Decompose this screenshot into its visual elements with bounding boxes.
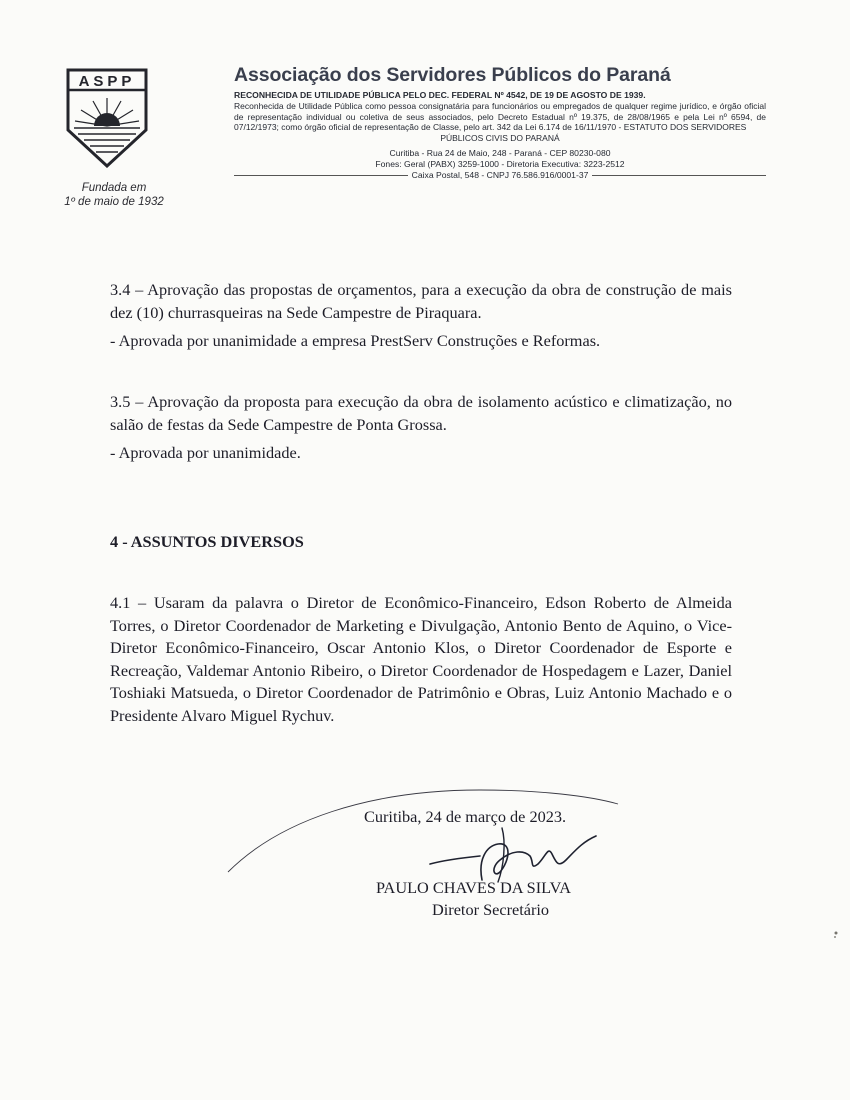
letterhead (234, 64, 766, 181)
item-3-4 (110, 279, 732, 353)
signer-name: PAULO CHAVES DA SILVA (376, 878, 571, 897)
postal-line (234, 170, 766, 181)
paper-speck (833, 930, 839, 940)
item-3-5 (110, 391, 732, 465)
rule-left (234, 175, 408, 176)
item-3-5-result: - Aprovada por unanimidade. (110, 443, 301, 463)
organization-name: Associação dos Servidores Públicos do Paraná (234, 64, 671, 86)
item-4-1 (110, 592, 732, 728)
signer-title: Diretor Secretário (432, 900, 550, 919)
recognition-description-end: PÚBLICOS CIVIS DO PARANÁ (440, 132, 560, 143)
address: Curitiba - Rua 24 de Maio, 248 - Paraná - CEP 80230-080 (389, 148, 611, 158)
item-3-4-text: 3.4 – Aprovação das propostas de orçamentos, para a execução da obra de construção de mais dez (10) churrasqueiras na Sede Campestre de Piraquara. (110, 280, 732, 322)
section-4-title: 4 - ASSUNTOS DIVERSOS (110, 532, 304, 551)
recognition-line: RECONHECIDA DE UTILIDADE PÚBLICA PELO DEC. FEDERAL Nº 4542, DE 19 DE AGOSTO DE 1939. (234, 90, 646, 100)
postal-info: Caixa Postal, 548 - CNPJ 76.586.916/0001-37 (411, 170, 589, 180)
item-3-4-result: - Aprovada por unanimidade a empresa PrestServ Construções e Reformas. (110, 331, 601, 351)
item-3-5-text: 3.5 – Aprovação da proposta para execução da obra de isolamento acústico e climatização, no salão de festas da Sede Campestre de Ponta Grossa. (110, 392, 732, 434)
rule-right (592, 175, 766, 176)
logo-text: ASPP (78, 73, 136, 90)
phones: Fones: Geral (PABX) 3259-1000 - Diretoria Executiva: 3223-2512 (375, 159, 625, 169)
founded-date-value: 1º de maio de 1932 (64, 196, 164, 208)
aspp-logo (66, 68, 148, 168)
place-date: Curitiba, 24 de março de 2023. (364, 807, 567, 826)
founded-date (44, 181, 184, 209)
recognition-description: Reconhecida de Utilidade Pública como pessoa consignatária para funcionários ou empregados de qualquer regime jurídico, e órgão oficial de representação individual ou coletiva de seus associados, pelo Decreto Estadual nº 19.375, de 28/08/1965 e pela Lei nº 6594, de 07/12/1973; como órgão oficial de representação de Classe, pelo art. 342 da Lei 6.174 de 16/11/1970 - ESTATUTO DOS SERVIDORES (234, 101, 766, 132)
founded-label: Fundada em (81, 182, 147, 194)
item-4-1-text: 4.1 – Usaram da palavra o Diretor de Econômico-Financeiro, Edson Roberto de Almeida Torres, o Diretor Coordenador de Marketing e Divulgação, Antonio Bento de Aquino, o Vice-Diretor Econômico-Financeiro, Oscar Antonio Klos, o Diretor Coordenador de Esporte e Recreação, Valdemar Antonio Ribeiro, o Diretor Coordenador de Hospedagem e Lazer, Daniel Toshiaki Matsueda, o Diretor Coordenador de Patrimônio e Obras, Luiz Antonio Machado e o Presidente Alvaro Miguel Rychuv. (110, 593, 732, 725)
